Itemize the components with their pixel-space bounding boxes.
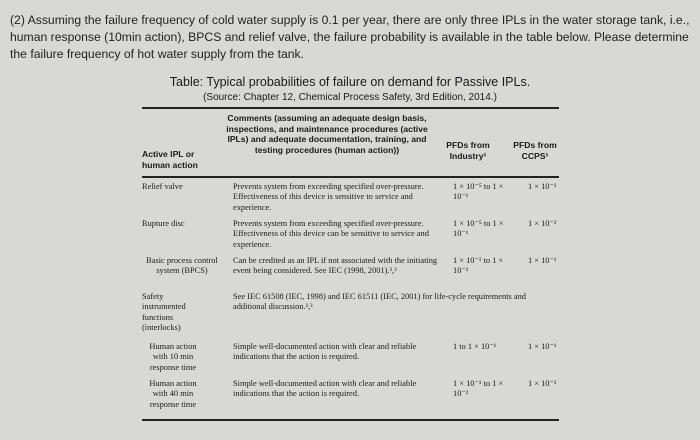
- row-ipl: Relief valve: [142, 182, 183, 191]
- row-ipl: Rupture disc: [142, 219, 185, 228]
- row-pfd-industry: 1 × 10⁻¹ to 1 × 10⁻²: [453, 256, 504, 276]
- row-pfd-industry: 1 × 10⁻⁵ to 1 × 10⁻¹: [453, 219, 504, 239]
- table-title: Table: Typical probabilities of failure on demand for Passive IPLs.: [169, 75, 531, 89]
- row-comment: Prevents system from exceeding specified over-pressure. Effectiveness of this device can be sensitive to service and experience.: [233, 219, 429, 249]
- row-comment: Simple well-documented action with clear and reliable indications that the action is required.: [233, 342, 417, 362]
- row-pfd-ccps: 1 × 10⁻¹: [528, 379, 557, 388]
- row-comment: See IEC 61508 (IEC, 1998) and IEC 61511 (IEC, 2001) for life-cycle requirements and additional discussion.²,³: [233, 292, 526, 312]
- row-ipl: Human action with 40 min response time: [149, 379, 197, 409]
- table-source: (Source: Chapter 12, Chemical Process Safety, 3rd Edition, 2014.): [203, 92, 497, 103]
- row-comment: Simple well-documented action with clear and reliable indications that the action is required.: [233, 379, 417, 399]
- table-top-rule: [142, 107, 559, 109]
- row-ipl: Basic process control system (BPCS): [146, 256, 218, 276]
- row-comment: Can be credited as an IPL if not associated with the initiating event being considered. See IEC (1998, 2001).²,³: [233, 256, 438, 276]
- row-pfd-industry: 1 × 10⁻⁵ to 1 × 10⁻¹: [453, 182, 504, 202]
- row-pfd-industry: 1 × 10⁻¹ to 1 × 10⁻²: [453, 379, 504, 399]
- table-header-rule: [142, 176, 559, 178]
- header-comments: Comments (assuming an adequate design basis, inspections, and maintenance procedures (active IPLs) and adequate documentation, training, and testing procedures (human action)): [226, 113, 428, 155]
- row-pfd-ccps: 1 × 10⁻²: [528, 182, 557, 191]
- row-pfd-ccps: 1 × 10⁻²: [528, 219, 557, 228]
- row-ipl: Safety instrumented functions (interlocks): [142, 292, 186, 333]
- row-pfd-ccps: 1 × 10⁻¹: [528, 256, 557, 265]
- row-pfd-industry: 1 to 1 × 10⁻¹: [453, 342, 497, 351]
- question-text: (2) Assuming the failure frequency of cold water supply is 0.1 per year, there are only three IPLs in the water storage tank, i.e., human response (10min action), BPCS and relief valve, the failure probability is available in the table below. Please determine the failure frequency of hot water supply from the tank.: [10, 13, 690, 61]
- header-pfd-ccps: PFDs from CCPS¹: [513, 140, 557, 161]
- header-ipl: Active IPL or human action: [142, 149, 198, 170]
- header-pfd-industry: PFDs from Industry¹: [446, 140, 490, 161]
- row-ipl: Human action with 10 min response time: [149, 342, 197, 372]
- row-pfd-ccps: 1 × 10⁻¹: [528, 342, 557, 351]
- table-bottom-rule: [142, 419, 559, 421]
- row-comment: Prevents system from exceeding specified over-pressure. Effectiveness of this device is sensitive to service and experience.: [233, 182, 424, 212]
